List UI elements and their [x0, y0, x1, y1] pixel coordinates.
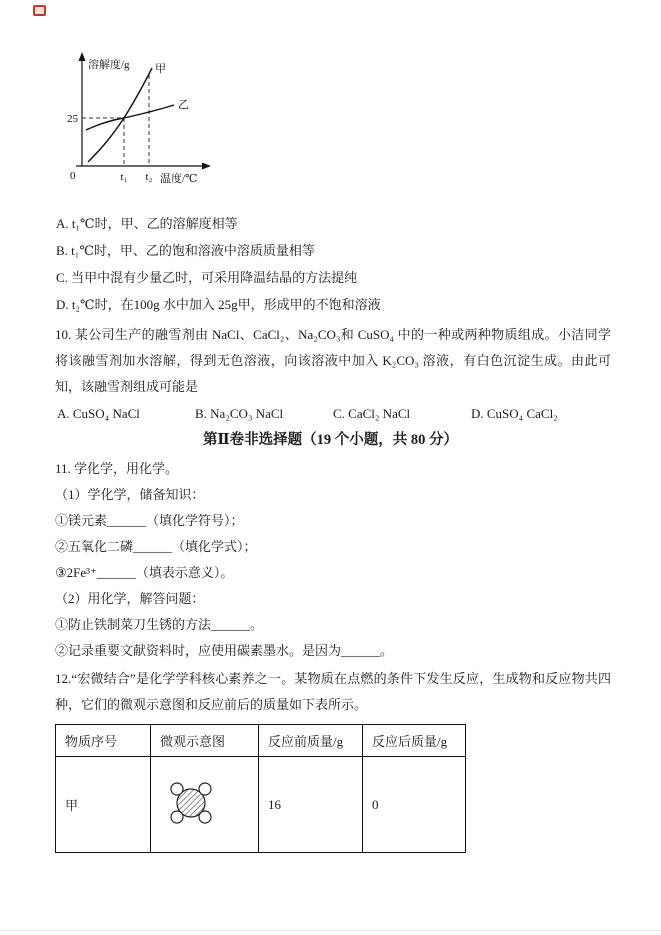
- methane-molecule-icon: [160, 772, 222, 834]
- question-11-blank-3: ③2Fe³⁺______（填表示意义）。: [55, 565, 234, 580]
- col-header-mass-before: 反应前质量/g: [259, 725, 363, 757]
- question-9-option-a: A. t₁℃时，甲、乙的溶解度相等: [56, 216, 238, 231]
- question-11-part-2: （2）用化学，解答问题：: [55, 591, 205, 606]
- outer-atom: [199, 783, 211, 795]
- question-9-options: [56, 210, 611, 318]
- curve-yi-label: 乙: [178, 99, 189, 111]
- page-bottom-edge: [0, 930, 661, 931]
- question-12-stem: 12.“宏微结合”是化学学科核心素养之一。某物质在点燃的条件下发生反应，生成物和反应物共四种，它们的微观示意图和反应前后的质量如下表所示。: [55, 671, 611, 712]
- question-9-option-b: B. t₁℃时，甲、乙的饱和溶液中溶质质量相等: [56, 243, 315, 258]
- question-10-options: [57, 400, 611, 427]
- y-axis-label: 溶解度/g: [88, 59, 130, 71]
- section-2-header: 第Ⅱ卷非选择题（19 个小题，共 80 分）: [202, 432, 459, 448]
- question-12-table: [55, 724, 466, 853]
- outer-atom: [171, 811, 183, 823]
- question-11-blank-2: ②五氧化二磷______（填化学式）；: [55, 539, 257, 554]
- col-header-substance: 物质序号: [56, 725, 151, 757]
- question-11: [55, 456, 611, 664]
- curve-jia: [88, 68, 152, 162]
- outer-atom: [171, 783, 183, 795]
- col-header-mass-after: 反应后质量/g: [363, 725, 466, 757]
- x-tick-t2: t₂: [145, 171, 153, 183]
- question-11-part-1: （1）学化学，储备知识：: [55, 487, 205, 502]
- cell-mass-before: 16: [259, 757, 363, 853]
- solubility-chart-svg: [54, 48, 234, 198]
- outer-atom: [199, 811, 211, 823]
- question-11-blank-5: ②记录重要文献资料时，应使用碳素墨水。是因为______。: [55, 643, 394, 658]
- question-10-option-c: C. CaCl₂ NaCl: [333, 406, 411, 421]
- question-10-option-d: D. CuSO₄ CaCl₂: [471, 406, 558, 421]
- question-9-option-c: C. 当甲中混有少量乙时，可采用降温结晶的方法提纯: [56, 270, 358, 285]
- corner-stamp-icon: [33, 5, 46, 16]
- cell-substance-jia: 甲: [56, 757, 151, 853]
- y-tick-25: 25: [67, 113, 78, 125]
- solubility-chart: [54, 48, 234, 202]
- question-10-option-b: B. Na₂CO₃ NaCl: [195, 406, 284, 421]
- cell-mass-after: 0: [363, 757, 466, 853]
- cell-molecule-diagram: [151, 757, 259, 853]
- question-9-option-d: D. t₂℃时，在100g 水中加入 25g甲，形成甲的不饱和溶液: [56, 297, 381, 312]
- question-11-blank-1: ①镁元素______（填化学符号）；: [55, 513, 244, 528]
- question-11-blank-4: ①防止铁制菜刀生锈的方法______。: [55, 617, 264, 632]
- col-header-micro-diagram: 微观示意图: [151, 725, 259, 757]
- table-header-row: [56, 725, 466, 757]
- x-tick-t1: t₁: [120, 171, 128, 183]
- table-row-jia: [56, 757, 466, 853]
- x-axis-arrow-icon: [202, 163, 211, 170]
- dashed-guide-t1: [82, 118, 124, 166]
- y-axis-arrow-icon: [79, 52, 86, 61]
- origin-label: 0: [70, 170, 76, 182]
- question-10-option-a: A. CuSO₄ NaCl: [57, 406, 140, 421]
- question-11-stem: 11. 学化学，用化学。: [55, 461, 179, 476]
- question-10-stem: 10. 某公司生产的融雪剂由 NaCl、CaCl₂、Na₂CO₃和 CuSO₄ 中的一种或两种物质组成。小洁同学将该融雪剂加水溶解，得到无色溶液，向该溶液中加入 K₂CO₃ 溶液，有白色沉淀生成。由此可知，该融雪剂组成可能是: [55, 327, 611, 394]
- x-axis-label: 温度/℃: [160, 173, 198, 185]
- curve-jia-label: 甲: [155, 63, 166, 75]
